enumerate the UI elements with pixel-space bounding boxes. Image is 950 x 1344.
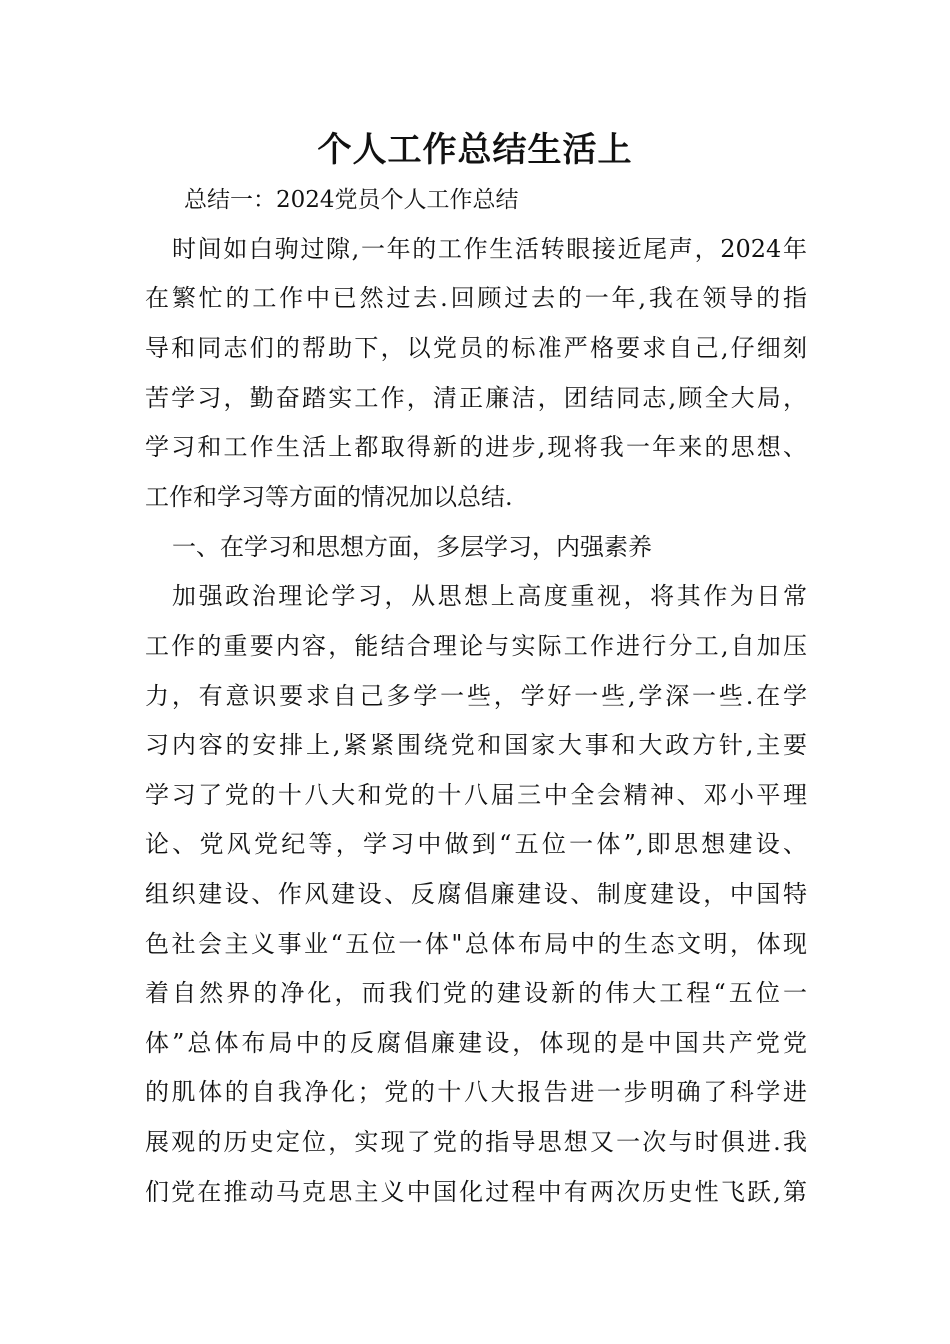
text-line: 苦学习，勤奋踏实工作，清正廉洁，团结同志,顾全大局， [145, 384, 807, 412]
text-line: 导和同志们的帮助下，以党员的标准严格要求自己,仔细刻 [145, 334, 807, 362]
text-line: 组织建设、作风建设、反腐倡廉建设、制度建设，中国特 [145, 880, 807, 908]
text-line: 工作的重要内容，能结合理论与实际工作进行分工,自加压 [145, 632, 807, 660]
section-heading: 一、在学习和思想方面，多层学习，内强素养 [172, 533, 652, 561]
text-line: 习内容的安排上,紧紧围绕党和国家大事和大政方针,主要 [145, 731, 807, 759]
text-line: 学习和工作生活上都取得新的进步,现将我一年来的思想、 [145, 433, 807, 461]
text-line: 在繁忙的工作中已然过去.回顾过去的一年,我在领导的指 [145, 284, 807, 312]
text-line: 学习了党的十八大和党的十八届三中全会精神、邓小平理 [145, 781, 807, 809]
document-title: 个人工作总结生活上 [317, 130, 633, 170]
text-line: 论、党风党纪等，学习中做到“五位一体”,即思想建设、 [145, 830, 807, 858]
document-subtitle: 总结一：2024党员个人工作总结 [184, 187, 519, 213]
text-line: 体”总体布局中的反腐倡廉建设，体现的是中国共产党党 [145, 1029, 807, 1057]
text-line: 展观的历史定位，实现了党的指导思想又一次与时俱进.我 [145, 1128, 807, 1156]
text-line: 着自然界的净化，而我们党的建设新的伟大工程“五位一 [145, 979, 807, 1007]
text-line: 时间如白驹过隙,一年的工作生活转眼接近尾声，2024年 [172, 235, 807, 263]
text-line: 工作和学习等方面的情况加以总结. [145, 483, 513, 511]
text-line: 力，有意识要求自己多学一些，学好一些,学深一些.在学 [145, 682, 807, 710]
text-line: 加强政治理论学习，从思想上高度重视，将其作为日常 [172, 582, 807, 610]
text-line: 的肌体的自我净化；党的十八大报告进一步明确了科学进 [145, 1078, 807, 1106]
text-line: 们党在推动马克思主义中国化过程中有两次历史性飞跃,第 [145, 1178, 807, 1206]
text-line: 色社会主义事业“五位一体"总体布局中的生态文明，体现 [145, 930, 807, 958]
